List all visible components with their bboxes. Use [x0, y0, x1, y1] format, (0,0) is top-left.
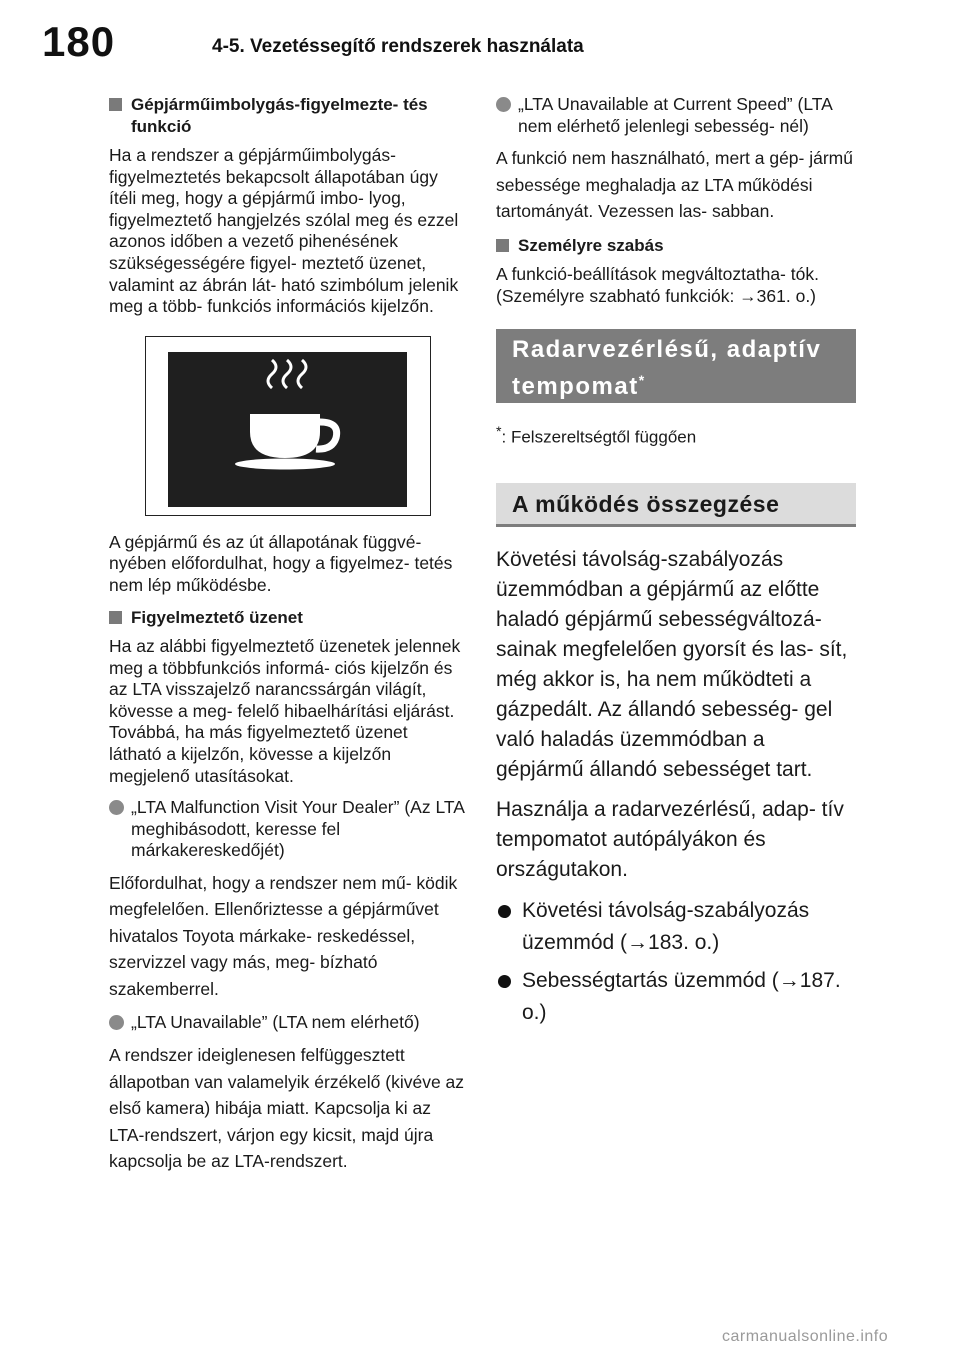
square-bullet-icon [109, 611, 122, 624]
right-column [496, 94, 856, 1035]
message-title: „LTA Unavailable” (LTA nem elérhető) [131, 1012, 420, 1033]
figure-note: A gépjármű és az út állapotának függvé- nyében előfordulhat, hogy a figyelmez- tetés nem lép működésbe. [109, 531, 453, 595]
filled-circle-bullet-icon [498, 975, 511, 988]
footnote-mark: * [496, 424, 502, 441]
message-title: „LTA Malfunction Visit Your Dealer” (Az LTA meghibásodott, keresse fel márkakereskedőjét) [131, 797, 464, 861]
left-column [109, 94, 465, 1185]
square-bullet-icon [109, 98, 122, 111]
message-lta-malfunction [109, 797, 465, 862]
subheading-customization [496, 235, 856, 257]
message-lta-unavailable-speed [496, 94, 856, 137]
square-bullet-icon [496, 239, 509, 252]
paragraph-lta-unavailable: A rendszer ideiglenesen felfüggesztett állapotban van valamelyik érzékelő (kivéve az első kamera) hibája miatt. Kapcsolja ki az LTA-rendszert, várjon egy kicsit, majd újra kapcsolja be az LTA-rendszert. [109, 1045, 465, 1172]
page-header [0, 0, 960, 92]
display-screen [168, 352, 407, 507]
circle-bullet-icon [109, 800, 124, 815]
summary-heading: A működés összegzése [496, 483, 856, 527]
mode-bullet-text: Sebességtartás üzemmód (→187. o.) [522, 969, 841, 1025]
mode-bullet-following [496, 895, 856, 959]
subheading-text: Gépjárműimbolygás-figyelmezte- tés funkció [131, 95, 428, 136]
mode-bullet-text: Követési távolság-szabályozás üzemmód (→183. o.) [522, 899, 810, 955]
filled-circle-bullet-icon [498, 905, 511, 918]
summary-paragraph-2: Használja a radarvezérlésű, adap- tív tempomatot autópályákon és országutakon. [496, 798, 844, 882]
chapter-band [496, 329, 856, 403]
section-title: 4-5. Vezetéssegítő rendszerek használata [212, 36, 584, 57]
paragraph-drowsiness: Ha a rendszer a gépjárműimbolygás- figyelmeztetés bekapcsolt állapotában úgy ítéli meg, hogy a gépjármű imbo- lyog, figyelmeztető hangjelzés szólal meg és ezzel azonos időben a vezető pihenésének szükségességére figyel- meztető üzenet, valamint az ábrán lát- ható szimbólum jelenik meg a több- funkciós információs kijelzőn. [109, 145, 459, 317]
paragraph-warning-message: Ha az alábbi figyelmeztető üzenetek jelennek meg a többfunkciós informá- ciós kijelzőn és az LTA visszajelző narancssárgán világít, kövesse a meg- felelő hibaelhárítási eljárást. Továbbá, ha más figyelmeztető üzenet látható a kijelzőn, kövesse a kijelzőn megjelenő utasításokat. [109, 636, 461, 786]
footnote [496, 421, 856, 449]
subheading-warning-message [109, 607, 465, 629]
chapter-footnote-mark: * [638, 372, 646, 389]
message-lta-unavailable [109, 1012, 465, 1034]
paragraph-lta-unavailable-speed: A funkció nem használható, mert a gép- jármű sebessége meghaladja az LTA működési tartományát. Vezessen las- sabban. [496, 148, 853, 222]
mode-bullet-constant-speed [496, 965, 856, 1029]
subheading-text: Figyelmeztető üzenet [131, 607, 303, 627]
subheading-drowsiness [109, 94, 465, 137]
circle-bullet-icon [109, 1015, 124, 1030]
watermark: carmanualsonline.info [722, 1328, 889, 1345]
circle-bullet-icon [496, 97, 511, 112]
subheading-text: Személyre szabás [518, 235, 664, 255]
footnote-text: : Felszereltségtől függően [501, 428, 697, 448]
message-title: „LTA Unavailable at Current Speed” (LTA nem elérhető jelenlegi sebesség- nél) [518, 94, 832, 136]
summary-paragraph-1: Követési távolság-szabályozás üzemmódban a gépjármű az előtte haladó gépjármű sebességváltozá- sainak megfelelően gyorsít és las- sít, még akkor is, ha nem működteti a gázpedált. Az állandó sebesség- gel való haladás üzemmódban a gépjármű állandó sebességet tart. [496, 548, 848, 782]
coffee-cup-icon [168, 352, 407, 507]
paragraph-customization: A funkció-beállítások megváltoztatha- tók. (Személyre szabható funkciók: →361. o.) [496, 264, 819, 306]
paragraph-lta-malfunction: Előfordulhat, hogy a rendszer nem mű- ködik megfelelően. Ellenőriztesse a gépjárművet hivatalos Toyota márkake- reskedéssel, szervizzel vagy más, meg- bízható szakemberrel. [109, 872, 458, 999]
page-number: 180 [42, 18, 116, 65]
chapter-title: Radarvezérlésű, adaptív tempomat [512, 336, 822, 401]
warning-figure [145, 336, 431, 516]
